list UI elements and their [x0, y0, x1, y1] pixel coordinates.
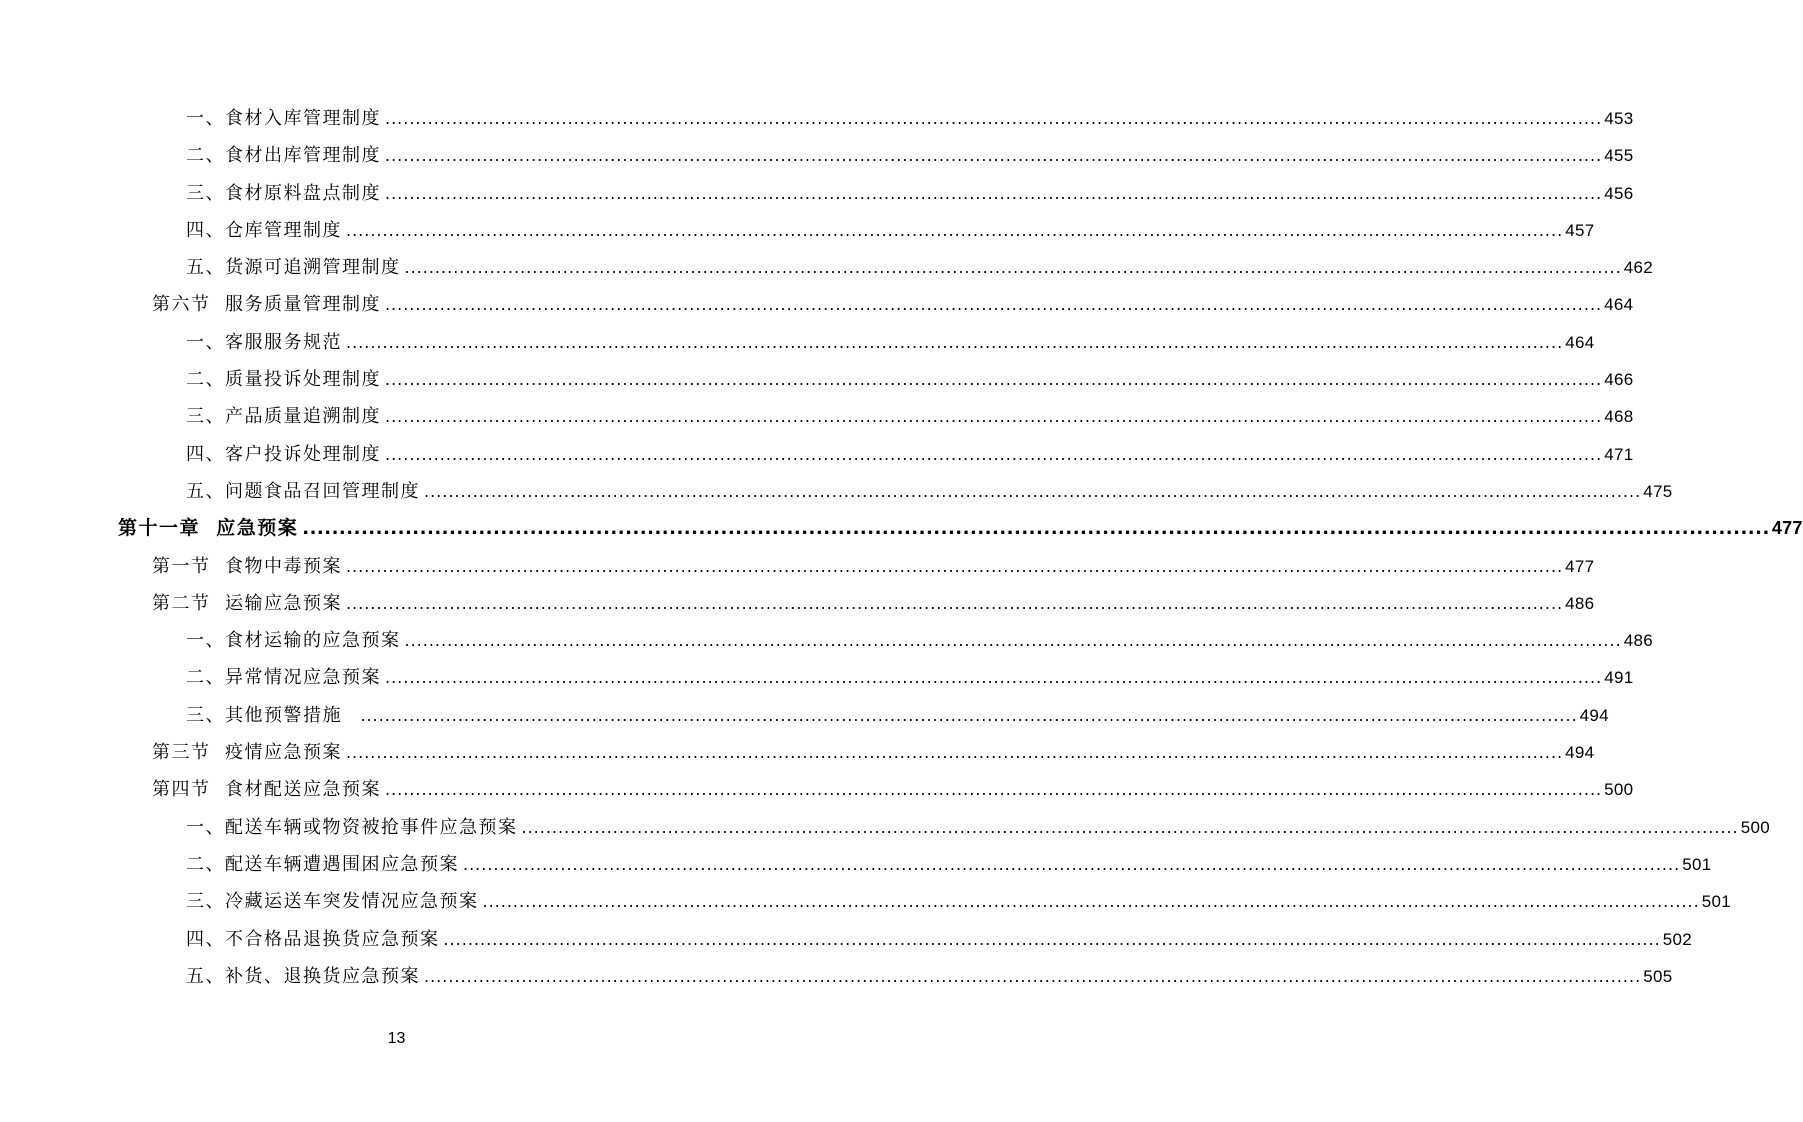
toc-entry-title: 二、食材出库管理制度: [186, 145, 381, 167]
toc-dot-leader: ........................................................................................................................................................................................................: [424, 966, 1642, 986]
toc-section-entry[interactable]: [152, 286, 1634, 323]
toc-subsection-entry[interactable]: [186, 137, 1634, 174]
toc-entry-page: 486: [1623, 631, 1653, 651]
toc-entry-page: 500: [1740, 817, 1770, 837]
toc-entry-title: 二、配送车辆遭遇围困应急预案: [186, 853, 459, 875]
toc-subsection-entry[interactable]: [186, 659, 1634, 696]
toc-entry-page: 453: [1604, 109, 1634, 128]
toc-dot-leader: ........................................................................................................................................................................................................: [385, 444, 1603, 464]
toc-section-entry[interactable]: [152, 771, 1634, 808]
toc-dot-leader: ........................................................................................................................................................................................................: [463, 854, 1681, 874]
toc-entry-page: 464: [1565, 332, 1595, 352]
toc-entry-title: 二、质量投诉处理制度: [186, 369, 381, 391]
toc-entry-title: 三、冷藏运送车突发情况应急预案: [186, 891, 479, 913]
toc-entry-page: 477: [1771, 518, 1803, 539]
toc-entry-title: 一、客服服务规范: [186, 331, 342, 353]
toc-entry-title: 一、配送车辆或物资被抢事件应急预案: [186, 816, 518, 838]
page-number: 13: [387, 1030, 406, 1047]
toc-chapter-entry[interactable]: [118, 510, 1803, 547]
toc-entry-title: 四、客户投诉处理制度: [186, 443, 381, 465]
toc-entry-title: 第三节 疫情应急预案: [152, 742, 342, 764]
toc-entry-page: 462: [1623, 258, 1653, 278]
toc-dot-leader: ........................................................................................................................................................................................................: [385, 668, 1603, 688]
toc-entry-title: 第一节 食物中毒预案: [152, 555, 342, 577]
toc-entry-page: 471: [1604, 444, 1634, 464]
toc-subsection-entry[interactable]: [186, 958, 1673, 995]
toc-section-entry[interactable]: [152, 734, 1595, 771]
toc-entry-title: 三、产品质量追溯制度: [186, 406, 381, 428]
toc-subsection-entry[interactable]: [186, 398, 1634, 435]
toc-subsection-entry[interactable]: [186, 921, 1692, 958]
toc-entry-page: 505: [1643, 966, 1673, 986]
toc-dot-leader: ........................................................................................................................................................................................................: [384, 780, 1603, 800]
toc-entry-page: 494: [1579, 705, 1609, 725]
toc-dot-leader: ........................................................................................................................................................................................................: [302, 518, 1770, 540]
toc-entry-page: 501: [1682, 854, 1712, 874]
toc-entry-page: 500: [1604, 780, 1634, 800]
toc-entry-title: 五、补货、退换货应急预案: [186, 965, 420, 987]
toc-subsection-entry[interactable]: [186, 883, 1731, 920]
toc-entry-title: 四、仓库管理制度: [186, 219, 342, 241]
toc-entry-title: 四、不合格品退换货应急预案: [186, 928, 440, 950]
toc-dot-leader: ........................................................................................................................................................................................................: [385, 109, 1603, 128]
toc-subsection-entry[interactable]: [186, 809, 1770, 846]
toc-dot-leader: ........................................................................................................................................................................................................: [404, 631, 1622, 651]
toc-dot-leader: ........................................................................................................................................................................................................: [360, 705, 1578, 725]
toc-entry-title: 第四节 食材配送应急预案: [152, 779, 381, 801]
toc-subsection-entry[interactable]: [186, 473, 1673, 510]
toc-entry-page: 468: [1604, 407, 1634, 427]
toc-dot-leader: ........................................................................................................................................................................................................: [521, 817, 1739, 837]
toc-entry-title: 三、其他预警措施: [186, 704, 357, 726]
toc-dot-leader: ........................................................................................................................................................................................................: [385, 407, 1603, 427]
toc-entry-page: 456: [1604, 183, 1634, 203]
toc-entry-title: 五、货源可追溯管理制度: [186, 257, 401, 279]
toc-dot-leader: ........................................................................................................................................................................................................: [404, 258, 1622, 278]
table-of-contents: [0, 100, 1803, 995]
toc-subsection-entry[interactable]: [186, 100, 1634, 137]
toc-section-entry[interactable]: [152, 548, 1595, 585]
toc-entry-title: 一、食材运输的应急预案: [186, 630, 401, 652]
toc-dot-leader: ........................................................................................................................................................................................................: [443, 929, 1661, 949]
toc-entry-page: 501: [1701, 892, 1731, 912]
toc-dot-leader: ........................................................................................................................................................................................................: [385, 146, 1603, 166]
toc-subsection-entry[interactable]: [186, 622, 1653, 659]
toc-dot-leader: ........................................................................................................................................................................................................: [385, 183, 1603, 203]
toc-dot-leader: ........................................................................................................................................................................................................: [385, 370, 1603, 390]
toc-entry-page: 486: [1565, 593, 1595, 613]
toc-entry-title: 第十一章 应急预案: [118, 517, 299, 540]
toc-entry-page: 457: [1565, 220, 1595, 240]
toc-subsection-entry[interactable]: [186, 324, 1595, 361]
toc-dot-leader: ........................................................................................................................................................................................................: [482, 892, 1700, 912]
toc-entry-page: 455: [1604, 146, 1634, 166]
toc-subsection-entry[interactable]: [186, 846, 1712, 883]
toc-entry-page: 502: [1662, 929, 1692, 949]
toc-dot-leader: ........................................................................................................................................................................................................: [384, 295, 1603, 315]
toc-entry-page: 466: [1604, 370, 1634, 390]
toc-entry-title: 第六节 服务质量管理制度: [152, 294, 381, 316]
toc-subsection-entry[interactable]: [186, 212, 1595, 249]
toc-dot-leader: ........................................................................................................................................................................................................: [346, 220, 1564, 240]
toc-dot-leader: ........................................................................................................................................................................................................: [345, 593, 1564, 613]
toc-subsection-entry[interactable]: [186, 249, 1653, 286]
toc-entry-title: 第二节 运输应急预案: [152, 592, 342, 614]
toc-dot-leader: ........................................................................................................................................................................................................: [346, 332, 1564, 352]
toc-subsection-entry[interactable]: [186, 361, 1634, 398]
toc-subsection-entry[interactable]: [186, 175, 1634, 212]
toc-dot-leader: ........................................................................................................................................................................................................: [424, 481, 1642, 501]
toc-subsection-entry[interactable]: [186, 436, 1634, 473]
toc-entry-page: 464: [1604, 295, 1634, 315]
toc-entry-page: 477: [1565, 556, 1595, 576]
toc-entry-page: 475: [1643, 481, 1673, 501]
toc-dot-leader: ........................................................................................................................................................................................................: [345, 743, 1564, 763]
toc-entry-title: 三、食材原料盘点制度: [186, 182, 381, 204]
toc-dot-leader: ........................................................................................................................................................................................................: [345, 556, 1564, 576]
toc-entry-title: 一、食材入库管理制度: [186, 108, 381, 129]
toc-entry-title: 二、异常情况应急预案: [186, 667, 381, 689]
toc-section-entry[interactable]: [152, 585, 1595, 622]
toc-entry-page: 491: [1604, 668, 1634, 688]
toc-entry-page: 494: [1565, 743, 1595, 763]
toc-entry-title: 五、问题食品召回管理制度: [186, 480, 420, 502]
toc-subsection-entry[interactable]: [186, 697, 1609, 734]
